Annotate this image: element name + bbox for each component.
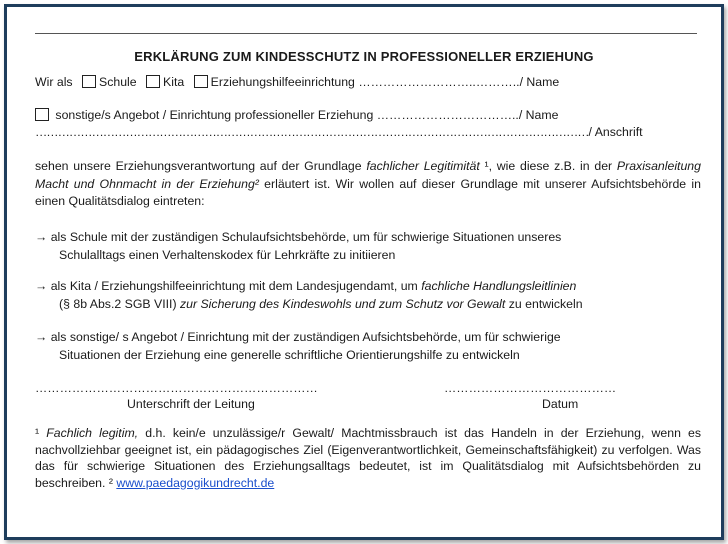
label-erziehungshilfe: Erziehungshilfeeinrichtung <box>210 75 355 89</box>
item-kita-line1-text: → als Kita / Erziehungshilfeeinrichtung mit dem Landesjugendamt, um <box>35 279 422 293</box>
list-item-schule <box>35 229 701 264</box>
item-kita-line1-emph: fachliche Handlungsleitlinien <box>421 279 577 293</box>
para-emph-legitimitaet: fachlicher Legitimität <box>366 159 480 173</box>
address-label: / Anschrift <box>588 125 643 139</box>
para-text-3: erläutert ist. Wir wollen auf dieser Grundlage mit unserer Aufsichtsbehörde in einen Qualitätsdialog eintreten: <box>35 176 701 208</box>
label-kita: Kita <box>163 75 185 89</box>
other-institution-row <box>35 108 701 122</box>
footnote-emph: Fachlich legitim, <box>46 426 139 440</box>
item-kita-line2-text: (§ 8b Abs.2 SGB VIII) <box>59 296 180 311</box>
date-label: Datum <box>542 397 579 411</box>
item-schule-line2: Schulalltags einen Verhaltenskodex für Lehrkräfte zu initiieren <box>59 247 396 262</box>
label-schule: Schule <box>99 75 137 89</box>
name-label-1: / Name <box>519 75 560 89</box>
para-emph-praxisanleitung: Praxisanleitung Macht und Ohnmacht in der Erziehung² <box>35 159 701 191</box>
top-rule <box>35 33 697 34</box>
date-blank[interactable]: …………………………………… <box>444 381 617 395</box>
item-kita-line2 <box>35 296 701 314</box>
document-title: ERKLÄRUNG ZUM KINDESSCHUTZ IN PROFESSIONELLER ERZIEHUNG <box>134 49 594 64</box>
item-kita-line2-end: zu entwickeln <box>505 296 583 311</box>
name-blank-1[interactable]: ………………………..……….. <box>358 75 520 89</box>
institution-type-row <box>35 75 701 89</box>
list-item-kita <box>35 278 701 313</box>
document-frame <box>4 4 724 540</box>
website-link[interactable]: www.paedagogikundrecht.de <box>116 475 275 490</box>
checkbox-kita[interactable] <box>146 75 160 88</box>
signature-label: Unterschrift der Leitung <box>127 397 255 411</box>
item-schule-line1: → als Schule mit der zuständigen Schulaufsichtsbehörde, um für schwierige Situationen unseres <box>35 230 562 244</box>
footnote <box>35 425 701 491</box>
name-label-2: / Name <box>518 108 559 122</box>
signature-blank[interactable]: …………………………………………………………… <box>35 381 318 395</box>
para-text-1: sehen unsere Erziehungsverantwortung auf der Grundlage <box>35 159 367 173</box>
footnote-text: d.h. kein/e unzulässige/r Gewalt/ Machtmissbrauch ist das Handeln in der Erziehung, wenn es nachvollziehbar geeignet ist, ein pädagogisches Ziel (Eigenverantwortlichkeit, Gemeinschaftsfähigkeit) zu verfolgen. Was das für schwierige Situationen des Erziehungsalltags bedeutet, ist im Qualitätsdialog mit Aufsichtsbehörden zu beschreiben. ² <box>35 426 702 490</box>
address-row <box>35 125 701 139</box>
address-blank[interactable]: ………………………………………………………………………………………………………………………………… <box>35 125 589 139</box>
label-sonstige: sonstige/s Angebot / Einrichtung professioneller Erziehung <box>55 108 374 122</box>
intro-text: Wir als <box>35 75 73 89</box>
checkbox-erziehungshilfe[interactable] <box>194 75 208 88</box>
checkbox-schule[interactable] <box>82 75 96 88</box>
para-text-2: ¹, wie diese z.B. in der <box>479 159 617 173</box>
checkbox-sonstige[interactable] <box>35 108 49 121</box>
footnote-marker: ¹ <box>35 426 47 440</box>
name-blank-2[interactable]: …………………………….. <box>376 108 519 122</box>
item-kita-line2-emph: zur Sicherung des Kindeswohls und zum Schutz vor Gewalt <box>179 296 506 311</box>
list-item-sonstige <box>35 329 701 364</box>
item-sonstige-line1: → als sonstige/ s Angebot / Einrichtung mit der zuständigen Aufsichtsbehörde, um für schwierige <box>35 330 561 344</box>
item-sonstige-line2: Situationen der Erziehung eine generelle schriftliche Orientierungshilfe zu entwickeln <box>59 347 520 362</box>
intro-paragraph <box>35 158 701 211</box>
